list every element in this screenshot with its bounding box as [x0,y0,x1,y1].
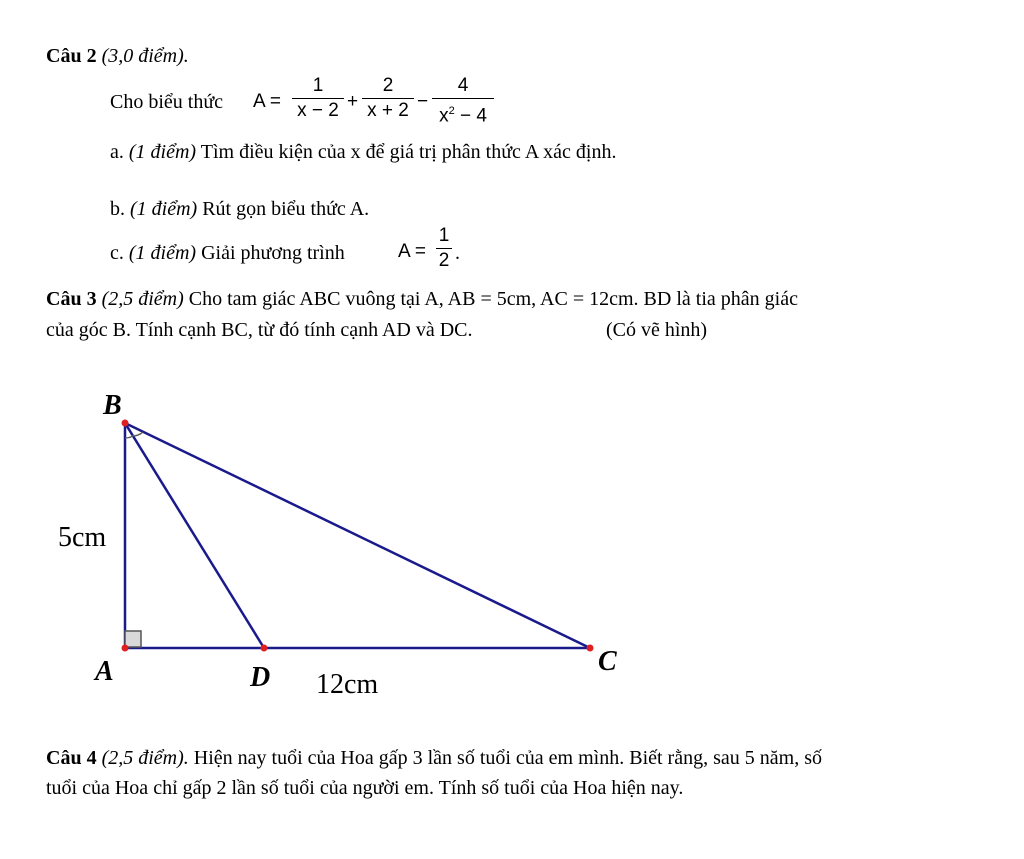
fraction-3-numerator: 4 [457,75,469,96]
q3-label: Câu 3 [46,288,97,310]
label-A: A [95,656,114,687]
fraction-1-denominator: x − 2 [297,100,339,121]
point-C [587,645,594,652]
label-AB-length: 5cm [58,522,107,553]
q2-part-a: a. (1 điểm) Tìm điều kiện của x để giá trị phân thức A xác định. [110,141,617,163]
fraction-3-denominator: $x^2 - 4$ [439,105,487,127]
q4-points: (2,5 điểm). [101,747,189,769]
q2-expr-intro: Cho biểu thức [110,91,224,113]
label-B: B [103,390,122,421]
q2-part-b: b. (1 điểm) Rút gọn biểu thức A. [110,198,370,220]
label-D: D [250,662,271,693]
q3-note: (Có vẽ hình) [606,319,708,341]
q4-line1: Câu 4 (2,5 điểm). Hiện nay tuổi của Hoa gấp 3 lần số tuổi của em mình. Biết rằng, sau 5 năm, số [46,747,822,769]
q3-line1: Câu 3 (2,5 điểm) Cho tam giác ABC vuông tại A, AB = 5cm, AC = 12cm. BD là tia phân giác [46,288,798,310]
op-plus: + [347,91,359,112]
q4-line2: tuổi của Hoa chỉ gấp 2 lần số tuổi của người em. Tính số tuổi của Hoa hiện nay. [46,777,684,799]
q3-line2: của góc B. Tính cạnh BC, từ đó tính cạnh AD và DC. [46,319,473,341]
fraction-1-numerator: 1 [312,75,324,96]
fraction-c-denominator: 2 [438,250,450,271]
point-A [122,645,129,652]
fraction-2-numerator: 2 [382,75,394,96]
fraction-c-numerator: 1 [438,225,450,246]
q2-expr-lhs: A = [253,91,281,112]
point-D [261,645,268,652]
label-C: C [598,646,617,677]
q2-part-c: c. (1 điểm) Giải phương trình [110,242,345,264]
point-B [122,420,129,427]
op-minus: − [417,91,429,112]
label-AC-length: 12cm [316,669,379,700]
q3-points: (2,5 điểm) [101,288,184,310]
q4-label: Câu 4 [46,747,97,769]
q2-label: Câu 2 [46,45,97,67]
q2-points: (3,0 điểm). [101,45,189,67]
q2-c-lhs: A = [398,241,426,262]
q2-c-end: . [455,242,460,264]
fraction-2-denominator: x + 2 [367,100,409,121]
right-angle-marker [125,631,141,647]
